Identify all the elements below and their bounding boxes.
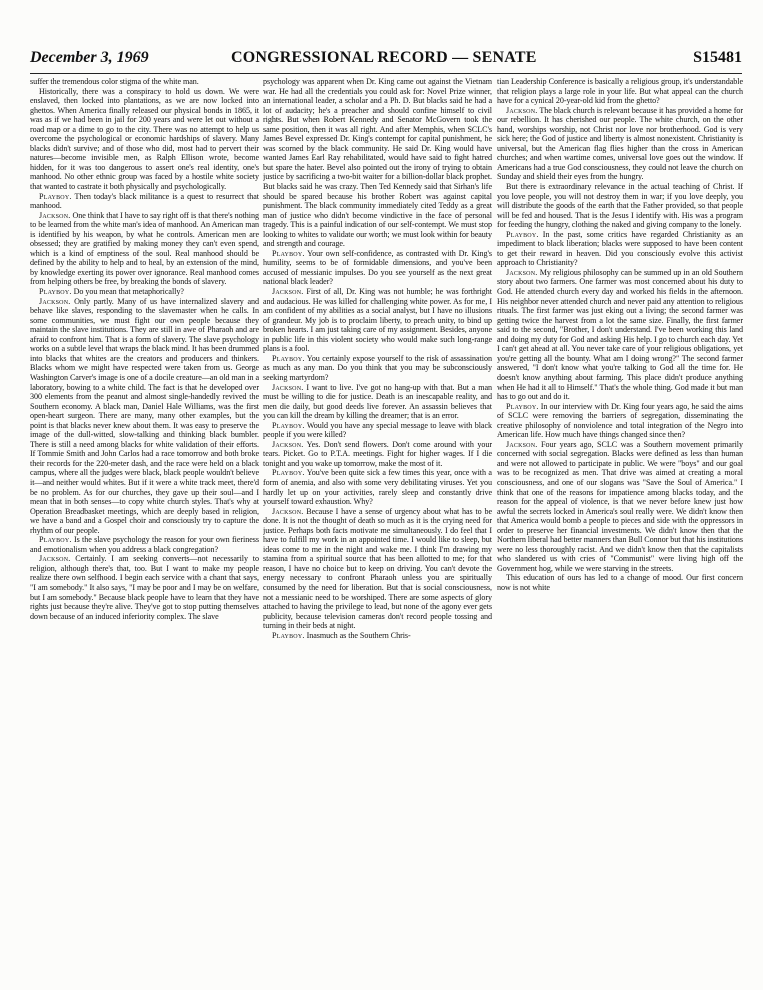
speaker-label: Jackson. xyxy=(506,267,538,277)
speaker-label: Jackson. xyxy=(272,287,304,297)
paragraph-text: One think that I have to say right off is that there's nothing to be learned from the white man's idea of manhood. An American man is identified by his weapon, by what he controls. American men are obsessed; they are gratified by making money they can't even spend, which is a kind of emptiness of the soul. Real manhood should be defined by the ability to help and to heal, by an extension of the mind, by knowledge exerting its power over ignorance. Real manhood comes from helping others be free, by breaking the bonds of slavery. xyxy=(30,210,259,287)
speaker-label: Playboy. xyxy=(272,248,305,258)
paragraph-text: Historically, there was a conspiracy to hold us down. We were enslaved, then locked into plantations, as we are now locked into ghettos. When America finally released our physical bonds in 1865, it was as if we had been in jail for 200 years and were let out without a road map or a dime to go to the city. There was no attempt to help us overcome the psychological or economic hardships of slavery. Many blacks didn't survive; and of those who did, most had to pervert their natures—become invisible men, as Ralph Ellison wrote, become hidden, for it was too dangerous to assert one's real identity, one's manhood. No other ethnic group was faced by a hostile white society that wanted to castrate it both physically and psychologically. xyxy=(30,86,259,192)
paragraph xyxy=(497,182,743,230)
paragraph xyxy=(30,192,259,211)
paragraph xyxy=(263,468,492,506)
paragraph xyxy=(30,297,259,536)
paragraph-text: You certainly expose yourself to the risk of assassination as much as any man. Do you think that you may be subconsciously seeking martyrdom? xyxy=(263,353,492,382)
speaker-label: Jackson. xyxy=(39,296,71,306)
speaker-label: Playboy. xyxy=(272,420,305,430)
speaker-label: Playboy. xyxy=(39,535,72,545)
paragraph-text: Inasmuch as the Southern Chris- xyxy=(306,630,411,640)
paragraph xyxy=(263,354,492,383)
paragraph-text: Yes. Don't send flowers. Don't come around with your tears. Picket. Go to P.T.A. meetings. Fight for higher wages. If I die tonight and you wake up tomorrow, make the most of it. xyxy=(263,439,492,468)
speaker-label: Jackson. xyxy=(506,439,538,449)
speaker-label: Jackson. xyxy=(272,506,304,516)
speaker-label: Jackson. xyxy=(272,439,304,449)
paragraph xyxy=(497,230,743,268)
speaker-label: Playboy. xyxy=(39,191,72,201)
paragraph-text: Only partly. Many of us have internalized slavery and behave like slaves, responding to the slavemaster when he calls. In some communities, we must fight our own people because they maintain the slave institutions. They are still in awe of Pharaoh and are afraid to confront him. That is a form of slavery. The slave psychology works on a subtle level that wraps the black mind. It has been drummed into blacks that whites are the creators and producers and thinkers. Blacks whom we might have respected were taken from us. George Washington Carver's image is one of a docile creature—an old man in a laboratory, bowing to a white child. The fact is that he developed over 300 elements from the peanut and almost single-handedly revived the Southern economy. A black man, Daniel Hale Williams, was the first open-heart surgeon. There are many, many other examples, but the point is that blacks never knew about them. It was easy to preserve the image of the dull-witted, slow-talking and thinking black bumbler. There is still a need among blacks for white validation of their efforts. If Tommie Smith and John Carlos had a race tomorrow and both broke their records for the 220-meter dash, and the race were held on a black campus, where all the judges were black, black people wouldn't believe it—and neither would whites. But if it were a white track meet, there'd be no problem. As for our churches, they gave up their soul—and I mean that in both senses—to copy white church styles. That's why at Operation Breadbasket meetings, which are deeply based in religion, we have a band and a Gospel choir and consciously try to capture the rhythm of our people. xyxy=(30,296,259,535)
header-date: December 3, 1969 xyxy=(30,49,149,66)
paragraph-text: Do you mean that metaphorically? xyxy=(73,287,184,297)
paragraph xyxy=(263,440,492,469)
paragraph-text: First of all, Dr. King was not humble; he was forthright and audacious. He was killed for challenging white power. As for me, I am confident of my abilities as a social analyst, but I have no illusions of grandeur. My job is to proclaim liberty, to preach unity, to bind up broken hearts. I am just taking care of my assignment. Besides, anyone in public life in this violent society who would make such long-range plans is a fool. xyxy=(263,287,492,354)
paragraph xyxy=(30,287,259,297)
paragraph-text: My religious philosophy can be summed up in an old Southern story about two farmers. One farmer was most concerned about his duty to God. He attended church every day and worked his fields in the afternoon. His neighbor never attended church and never paid any attention to religious rituals. The first farmer was just eking out a living; the second farmer was getting twice the harvest from a lot the same size. Finally, the first farmer said to the second, "Brother, I don't understand. I've been working this land and doing my duty for God and asking His help. I go to church each day. Yet I can't get ahead at all. You never take care of your religious obligations, yet you're getting all the bounty. What am I doing wrong?" The second farmer answered, "I don't know what you're talking to God all the time for. He doesn't know anything about farming. This place didn't produce anything when He had it all to Himself." That's the whole thing. God made it but man has to go out and do it. xyxy=(497,267,743,402)
paragraph-text: Four years ago, SCLC was a Southern movement primarily concerned with social segregation. Blacks were defined as less than human and were not allowed to participate in public. We were "boys" and our goal was to be recognized as men. That drive was aimed at creating a moral consciousness, and one of our slogans was "Save the Soul of America." I think that one of the reasons for impatience among blacks today, and the reason for the appeal of violence, is that we never before knew just how awful the secrets locked in America's soul really were. We didn't know then that America would bomb a people to pieces and side with the oppressors in order to preserve her financial investments. We didn't know then that the Northern liberal had better manners than Bull Connor but that his institutions were no less thoroughly racist. And we didn't know then that the capitalists who slandered us with cries of "Communist" were living high off the Government hog, while we were starving in the streets. xyxy=(497,439,743,573)
speaker-label: Jackson. xyxy=(39,210,71,220)
paragraph xyxy=(263,249,492,287)
paragraph xyxy=(497,77,743,106)
paragraph-text: You've been quite sick a few times this year, once with a form of anemia, and also with some very debilitating viruses. Yet you hardly let up on your activities, rarely sleep and constantly drive yourself toward exhaustion. Why? xyxy=(263,468,492,507)
paragraph-text: In our interview with Dr. King four years ago, he said the aims of SCLC were removing the barriers of segregation, disseminating the creative philosophy of nonviolence and total integration of the Negro into American life. How much have things changed since then? xyxy=(497,401,743,440)
paragraph xyxy=(30,535,259,554)
paragraph xyxy=(30,554,259,621)
paragraph-text: Is the slave psychology the reason for your own fieriness and emotionalism when you address a black congregation? xyxy=(30,535,259,554)
paragraph xyxy=(30,211,259,287)
paragraph-text: Because I have a sense of urgency about what has to be done. It is not the thought of death so much as it is the crying need for justice. Perhaps both facts motivate me simultaneously. I do feel that I have to fulfill my work in an appointed time. I would like to sleep, but ideas come to me in the night and wake me. I think I'm drawing my stamina from a spiritual source that has been allotted to me; for that reason, I have no choice but to keep on driving. You can't devote the energy necessary to confront Pharaoh unless you are spiritually consumed by the need for liberation. But that is social consciousness, not a messianic need to be worshiped. There are some aspects of glory attached to having the privilege to lead, but none of the agony ever gets publicity, because television cameras don't record people tossing and turning in their beds at night. xyxy=(263,506,492,631)
paragraph-text: This education of ours has led to a change of mood. Our first concern now is not white xyxy=(497,573,743,592)
paragraph-text: Certainly. I am seeking converts—not necessarily to religion, although there's that, too. But I want to make my people realize there own selfhood. I begin each service with a chant that says, "I am somebody." It also says, "I may be poor and I may be on welfare, but I am somebody." Because black people have to learn that they have rights just because they're alive. They've got to stop putting themselves down because of an induced inferiority complex. The slave xyxy=(30,554,259,621)
speaker-label: Playboy. xyxy=(39,287,72,297)
text-column-2 xyxy=(263,77,492,967)
paragraph xyxy=(263,421,492,440)
speaker-label: Playboy. xyxy=(506,229,539,239)
paragraph xyxy=(497,573,743,592)
page-header xyxy=(30,49,742,74)
paragraph xyxy=(263,287,492,354)
speaker-label: Playboy. xyxy=(272,353,305,363)
paragraph xyxy=(497,106,743,182)
speaker-label: Playboy. xyxy=(272,468,305,478)
paragraph xyxy=(497,268,743,402)
speaker-label: Jackson. xyxy=(39,554,71,564)
paragraph-text: Would you have any special message to leave with black people if you were killed? xyxy=(263,420,492,440)
paragraph xyxy=(30,77,259,87)
paragraph xyxy=(263,507,492,631)
header-page-number: S15481 xyxy=(693,49,742,66)
paragraph-text: tian Leadership Conference is basically a religious group, it's understandable that religion plays a large role in your life. But what appeal can the church have for a cynical 20-year-old kid from the ghetto? xyxy=(497,77,743,106)
header-title: CONGRESSIONAL RECORD — SENATE xyxy=(231,49,537,66)
speaker-label: Jackson. xyxy=(506,105,538,115)
paragraph-text: suffer the tremendous color stigma of the white man. xyxy=(30,77,199,86)
speaker-label: Playboy. xyxy=(272,630,305,640)
paragraph-text: Your own self-confidence, as contrasted with Dr. King's humility, seems to be of formidable dimensions, and you've been accused of messianic impulses. Do you see yourself as the next great national black leader? xyxy=(263,248,492,287)
paragraph-text: But there is extraordinary relevance in the actual teaching of Christ. If you love people, you will not destroy them in war; if you love deeply, you will distribute the goods of the earth that the Father provided, so that people will be fed and housed. That is the Jesus I identify with. His was a program for feeding the hungry, clothing the naked and giving company to the lonely. xyxy=(497,182,743,230)
paragraph-text: In the past, some critics have regarded Christianity as an impediment to black liberation; blacks were supposed to have been content to get their reward in heaven. Did you consciously evolve this activist approach to Christianity? xyxy=(497,229,743,268)
paragraph xyxy=(497,402,743,440)
text-column-1 xyxy=(30,77,259,967)
speaker-label: Playboy. xyxy=(506,401,539,411)
paragraph xyxy=(263,383,492,421)
speaker-label: Jackson. xyxy=(272,382,304,392)
paragraph xyxy=(30,87,259,192)
paragraph-text: psychology was apparent when Dr. King came out against the Vietnam war. He had all the credentials you could ask for: Novel Prize winner, an international leader, a scholar and a Ph. D. But blacks said he had a lot of audacity; he's a preacher and should confine himself to civil rights. But when Robert Kennedy and Senator McGovern took the same position, then it was all right. And after Memphis, when SCLC's James Bevel expressed Dr. King's contempt for capital punishment, he was scorned by the black community. He said Dr. King would have wanted James Earl Ray rehabilitated, would have said to fight hatred but spare the hater. Bevel also pointed out the irony of trying to obtain justice by sacrificing a two-bit waiter for a billion-dollar black prophet. But blacks said he was crazy. Then Ted Kennedy said that Sirhan's life should be spared because his brother Robert was against capital punishment. The black community immediately cited Teddy as a great man of justice who didn't become vindictive in the face of personal tragedy. This is a painful indication of our self-contempt. We must stop looking to whites to validate our worth; we must look within for beauty and strength and courage. xyxy=(263,77,492,249)
paragraph-text: The black church is relevant because it has provided a home for our rebellion. It has cherished our people. The white church, on the other hand, worships worship, not Christ nor love nor brotherhood. God is very sick here; the God of justice and liberty is almost nonexistent. Christianity is universal, but the American flag flies higher than the cross in American churches; and when wartime comes, universal love goes out the window. If Americans had a true God consciousness, they could not leave the church on Sunday and shield their eyes from the hungry. xyxy=(497,105,743,182)
paragraph xyxy=(263,77,492,249)
paragraph-text: Then today's black militance is a quest to resurrect that manhood. xyxy=(30,191,259,211)
paragraph-text: I want to live. I've got no hang-up with that. But a man must be willing to die for justice. Death is an inescapable reality, and men die daily, but good deeds live forever. An assassin believes that you can kill the dream by killing the dreamer; that is an error. xyxy=(263,382,492,421)
text-column-3 xyxy=(497,77,743,967)
paragraph xyxy=(497,440,743,574)
paragraph xyxy=(263,631,492,641)
